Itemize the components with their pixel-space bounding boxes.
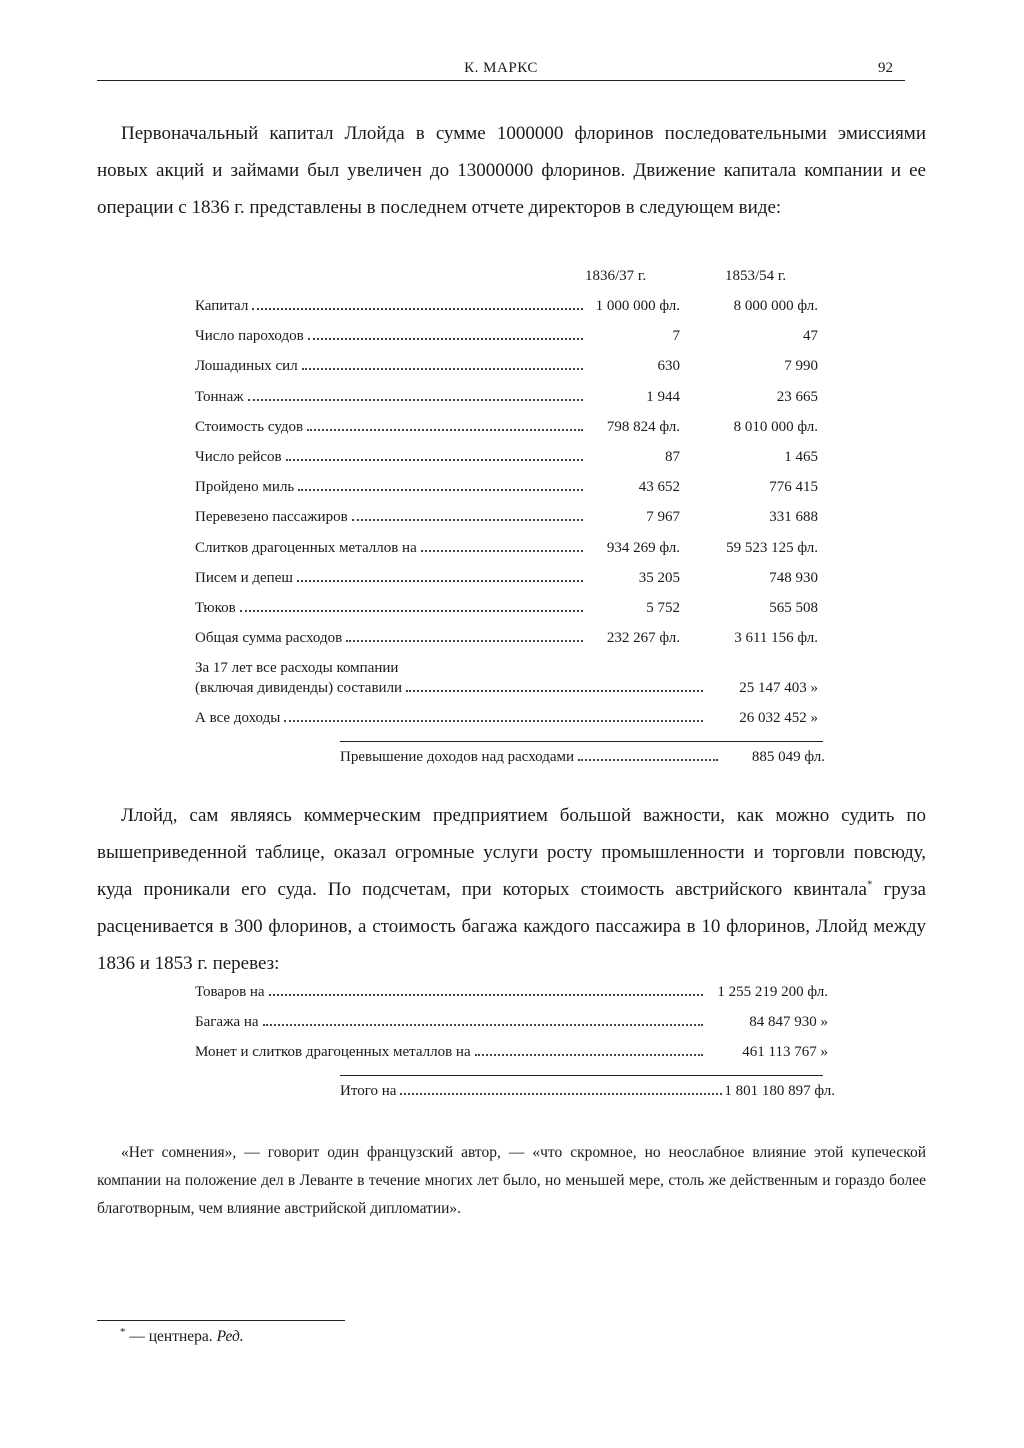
row-label-wrap [195, 630, 585, 647]
expenses-value: 25 147 403 » [739, 680, 818, 697]
column-header-1836: 1836/37 г. [585, 268, 647, 284]
value-1853: 23 665 [776, 388, 818, 405]
surplus-value: 885 049 фл. [751, 749, 825, 765]
table-row [195, 540, 825, 570]
value-1836: 232 267 фл. [606, 630, 680, 647]
row-label: Лошадиных сил [195, 358, 298, 375]
table-row [195, 630, 825, 660]
row-label: Число рейсов [195, 448, 282, 465]
dot-leader [400, 1093, 722, 1095]
row-label: Тюков [195, 599, 236, 616]
total-label: Итого на [340, 1083, 397, 1099]
value-1853: 8 000 000 фл. [733, 298, 818, 314]
dot-leader [252, 308, 583, 310]
row-label-wrap [195, 298, 585, 315]
sum-rule [340, 741, 823, 742]
dot-leader [297, 580, 583, 582]
footnote-rule [97, 1320, 345, 1321]
paragraph-capital: Первоначальный капитал Ллойда в сумме 1000000 флоринов последовательными эмиссиями новых акций и займами был увеличен до 13000000 флоринов. Движение капитала компании и ее операции с 1836 г. представлены в последнем отчете директоров в следующем виде: [97, 123, 926, 218]
dot-leader [302, 368, 583, 370]
row-value: 1 255 219 200 фл. [717, 984, 828, 1000]
value-1853: 565 508 [769, 599, 818, 616]
table-row [195, 389, 825, 419]
footnote-marker: * [866, 878, 873, 891]
table-rows [195, 298, 825, 660]
value-1836: 630 [657, 358, 680, 375]
row-label-wrap [195, 389, 585, 406]
author-name: К. МАРКС [464, 60, 538, 76]
sum-rule [340, 1075, 823, 1076]
value-1853: 748 930 [769, 569, 818, 586]
table-row [195, 328, 825, 358]
table-rows [195, 984, 835, 1075]
dot-leader [307, 429, 583, 431]
row-label-wrap [195, 1014, 705, 1031]
value-1836: 1 000 000 фл. [595, 298, 680, 314]
table-row [195, 984, 835, 1014]
expenses-label-line1: За 17 лет все расходы компании [195, 660, 399, 677]
total-row [340, 1083, 835, 1100]
row-label-wrap [195, 540, 585, 557]
value-1836: 87 [665, 448, 680, 465]
value-1853: 8 010 000 фл. [733, 418, 818, 435]
total-value: 1 801 180 897 фл. [724, 1083, 835, 1099]
row-label: Число пароходов [195, 328, 304, 345]
value-1853: 3 611 156 фл. [734, 630, 818, 647]
row-label-wrap [195, 328, 585, 345]
dot-leader [308, 338, 583, 340]
row-label-wrap [195, 570, 585, 587]
table-row [195, 358, 825, 388]
table-row [195, 600, 825, 630]
surplus-label: Превышение доходов над расходами [340, 749, 575, 765]
row-label-wrap [195, 479, 585, 496]
row-value: 84 847 930 » [749, 1014, 828, 1031]
dot-leader [352, 519, 583, 521]
dot-leader [346, 640, 583, 642]
footnote [120, 1325, 244, 1346]
row-label-wrap [195, 358, 585, 375]
table-row [195, 298, 825, 328]
lloyd-operations-table [195, 268, 825, 740]
table-row [195, 479, 825, 509]
row-label-wrap [195, 1044, 705, 1061]
footnote-text: — центнера. [125, 1328, 217, 1345]
table-row [195, 1044, 835, 1074]
dot-leader [298, 489, 583, 491]
income-value: 26 032 452 » [739, 710, 818, 727]
dot-leader [263, 1024, 703, 1026]
expenses-row [195, 660, 825, 710]
row-label: Общая сумма расходов [195, 630, 343, 647]
dot-leader [269, 994, 703, 996]
row-label: Писем и депеш [195, 569, 293, 586]
value-1853: 7 990 [784, 358, 818, 375]
dot-leader [240, 610, 583, 612]
value-1836: 7 967 [646, 509, 680, 526]
value-1853: 776 415 [769, 479, 818, 496]
page-number: 92 [878, 60, 893, 76]
dot-leader [284, 720, 703, 722]
value-1836: 5 752 [646, 599, 680, 616]
row-label: Пройдено миль [195, 479, 295, 496]
row-label: Тоннаж [195, 388, 244, 405]
cargo-table [195, 984, 835, 1075]
quote-paragraph: «Нет сомнения», — говорит один французский автор, — «что скромное, но неослабное влияние этой купеческой компании на положение дел в Леванте в течение многих лет было, но меньшей мере, столь же действенным и гораздо более благотворным, чем влияние австрийской дипломатии». [97, 1144, 926, 1217]
table-row [195, 509, 825, 539]
running-head [97, 58, 905, 81]
value-1836: 798 824 фл. [606, 418, 680, 435]
footnote-mark: * [120, 1325, 126, 1338]
footnote-editor: Ред. [216, 1328, 244, 1345]
value-1836: 934 269 фл. [606, 539, 680, 556]
column-header-1853: 1853/54 г. [725, 268, 787, 284]
dot-leader [406, 690, 703, 692]
dot-leader [475, 1054, 703, 1056]
row-label-wrap [195, 449, 585, 466]
row-label-wrap [195, 600, 585, 617]
row-label-wrap [195, 419, 585, 436]
row-label: Товаров на [195, 984, 265, 1000]
dot-leader [248, 399, 583, 401]
table-row [195, 1014, 835, 1044]
row-label: Багажа на [195, 1014, 259, 1031]
expenses-label-line2: (включая дивиденды) составили [195, 680, 705, 697]
row-label: Капитал [195, 298, 249, 314]
table-row [195, 570, 825, 600]
value-1853: 59 523 125 фл. [726, 539, 818, 556]
dot-leader [286, 459, 583, 461]
row-label-wrap [195, 509, 585, 526]
value-1853: 47 [803, 328, 818, 345]
dot-leader [421, 550, 583, 552]
value-1836: 1 944 [646, 388, 680, 405]
income-label: А все доходы [195, 710, 281, 727]
value-1836: 43 652 [638, 479, 680, 496]
surplus-row [340, 749, 825, 766]
value-1836: 7 [672, 328, 680, 345]
value-1853: 1 465 [784, 448, 818, 465]
paragraph-services-text-cont: груза расценивается в 300 флоринов, а стоимость багажа каждого пассажира в 10 флоринов, Ллойд между 1836 и 1853 г. перевез: [97, 879, 926, 974]
row-label: Слитков драгоценных металлов на [195, 539, 417, 556]
value-1836: 35 205 [638, 569, 680, 586]
table-row [195, 419, 825, 449]
paragraph-services [97, 797, 926, 982]
value-1853: 331 688 [769, 509, 818, 526]
table-row [195, 449, 825, 479]
row-label: Стоимость судов [195, 418, 304, 435]
dot-leader [578, 759, 718, 761]
row-label: Перевезено пассажиров [195, 509, 348, 526]
table-column-headers [195, 268, 825, 298]
row-value: 461 113 767 » [742, 1044, 828, 1061]
row-label: Монет и слитков драгоценных металлов на [195, 1044, 471, 1061]
row-label-wrap [195, 984, 705, 1001]
income-row [195, 710, 825, 740]
paragraph-services-text: Ллойд, сам являясь коммерческим предприятием большой важности, как можно судить по вышеприведенной таблице, оказал огромные услуги росту промышленности и торговли повсюду, куда проникали его суда. По подсчетам, при которых стоимость австрийского квинтала [97, 805, 926, 900]
